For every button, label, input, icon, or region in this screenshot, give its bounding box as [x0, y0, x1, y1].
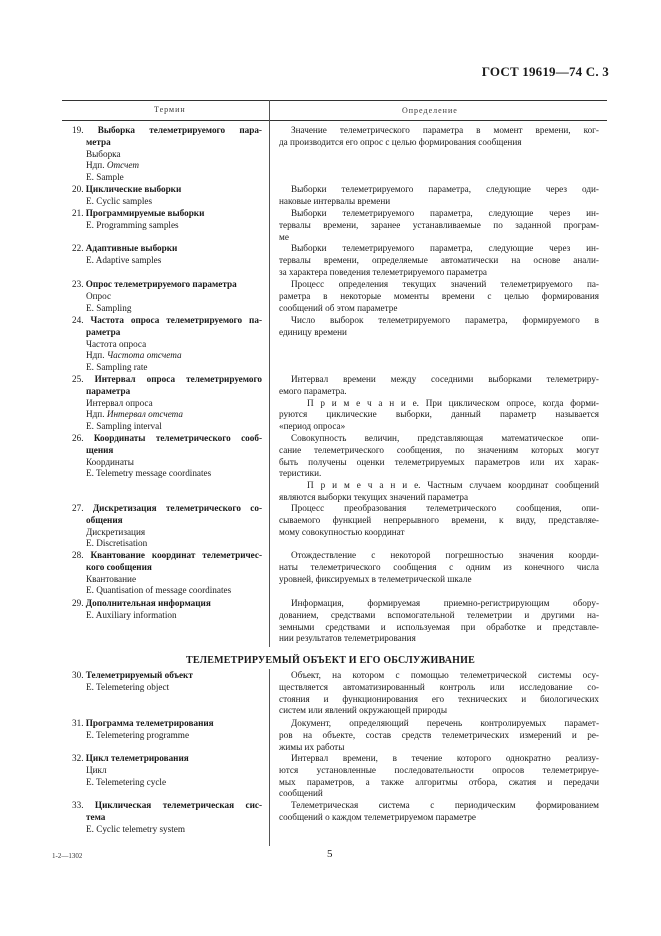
- term-name: Квантование координат телеметричес-: [90, 550, 263, 560]
- term-synonym: Дискретизация: [86, 526, 146, 537]
- term-cell: [72, 800, 266, 835]
- term-cell: [72, 374, 266, 433]
- english-equivalent: E. Cyclic telemetry system: [86, 823, 185, 834]
- definition-cell: [279, 433, 599, 504]
- definition-line: стояния и функционирования его технических и биологических: [279, 693, 599, 704]
- term-name: тема: [86, 811, 106, 822]
- definition-cell: [279, 125, 599, 149]
- term-name: Программируемые выборки: [85, 208, 205, 218]
- definition-line: Выборки телеметрируемого параметра, следующие через ин-: [291, 243, 599, 253]
- definition-cell: [279, 374, 599, 433]
- english-equivalent: E. Auxiliary information: [86, 609, 177, 620]
- term-number: 19.: [72, 125, 84, 135]
- english-equivalent: E. Telemetering cycle: [86, 776, 167, 787]
- term-synonym: Частота опроса: [86, 338, 147, 349]
- term-cell: [72, 718, 266, 742]
- definition-line: сываемого функцией непрерывного времени, к виду, представляе-: [279, 514, 599, 525]
- term-cell: [72, 753, 266, 788]
- definition-line: Интервал времени, в течение которого однократно реализу-: [291, 753, 599, 763]
- definition-line: единицу времени: [279, 326, 347, 337]
- deprecated-term: [72, 350, 266, 362]
- term-number: 31.: [72, 718, 84, 728]
- definition-line: емого параметра.: [279, 385, 347, 396]
- english-equivalent: E. Sample: [86, 172, 124, 182]
- deprecated-term-text: Интервал отсчета: [106, 409, 184, 420]
- definition-line: наковые интервалы времени: [279, 195, 391, 206]
- term-cell: [72, 243, 266, 267]
- definition-line: Совокупность величин, представляющая математическое опи-: [291, 433, 599, 443]
- term-name: Координаты телеметрического сооб-: [93, 433, 263, 443]
- term-cell: [72, 125, 266, 184]
- definition-line: ются установленные последовательности опросов телеметрируе-: [279, 764, 599, 775]
- term-synonym: Координаты: [86, 456, 134, 467]
- definition-cell: [279, 503, 599, 538]
- definition-cell: [279, 315, 599, 339]
- definition-line: нии результатов телеметрирования: [279, 633, 416, 644]
- definition-line: да производится его опрос с целью формирования сообщения: [279, 136, 522, 147]
- english-equivalent: E. Cyclic samples: [86, 195, 153, 206]
- term-name: Циклические выборки: [85, 184, 182, 194]
- term-cell: [72, 503, 266, 550]
- definition-line: Выборки телеметрируемого параметра, следующие через ин-: [291, 208, 599, 218]
- term-number: 24.: [72, 315, 84, 325]
- page-header: ГОСТ 19619—74 С. 3: [481, 64, 609, 79]
- english-equivalent: E. Sampling rate: [86, 362, 148, 372]
- english-equivalent: E. Telemetering programme: [86, 729, 190, 740]
- definition-cell: [279, 670, 599, 717]
- definition-line: сообщений об этом параметре: [279, 302, 398, 313]
- term-synonym: Квантование: [86, 573, 137, 584]
- definition-line: Интервал времени между соседними выборками телеметриру-: [291, 374, 599, 384]
- definition-line: Документ, определяющий перечень контролируемых парамет-: [291, 718, 599, 728]
- definition-line: уровней, фиксируемых в телеметрической шкале: [279, 573, 472, 584]
- term-synonym: Опрос: [86, 290, 112, 301]
- term-number: 23.: [72, 279, 84, 289]
- deprecated-prefix: Ндп.: [86, 160, 107, 171]
- english-equivalent: E. Sampling interval: [86, 421, 162, 431]
- term-name: Дискретизация телеметрического со-: [92, 503, 262, 513]
- deprecated-term-text: Отсчет: [106, 160, 140, 171]
- definition-cell: [279, 718, 599, 753]
- note-line: являются выборки текущих значений параметра: [279, 491, 469, 502]
- english-equivalent: E. Telemetering object: [86, 681, 170, 692]
- definition-line: Процесс определения текущих значений телеметрируемого па-: [291, 279, 599, 289]
- definition-line: ме: [279, 231, 289, 242]
- term-name: Дополнительная информация: [85, 598, 211, 608]
- definition-cell: [279, 800, 599, 824]
- english-equivalent: E. Sampling: [86, 302, 132, 313]
- column-definition-heading: Определение: [402, 106, 458, 115]
- definition-line: Телеметрическая система с периодическим формированием: [291, 800, 599, 810]
- section-title: ТЕЛЕМЕТРИРУЕМЫЙ ОБЪЕКТ И ЕГО ОБСЛУЖИВАНИЕ: [186, 655, 475, 666]
- definition-line: систем или явлений окружающей природы: [279, 705, 447, 716]
- term-cell: [72, 184, 266, 208]
- term-cell: [72, 670, 266, 694]
- term-cell: [72, 208, 266, 232]
- term-number: 28.: [72, 550, 84, 560]
- definition-line: за характера поведения телеметрируемого параметра: [279, 266, 487, 277]
- deprecated-prefix: Ндп.: [86, 409, 107, 420]
- definition-line: Выборки телеметрируемого параметра, следующие через оди-: [291, 184, 599, 194]
- column-header: [62, 100, 607, 121]
- definition-cell: [279, 550, 599, 585]
- column-divider: [269, 100, 270, 846]
- definition-cell: [279, 598, 599, 645]
- definition-line: мых параметров, а также алгоритмы отбора, сжатия и передачи: [279, 776, 599, 787]
- term-number: 20.: [72, 184, 84, 194]
- term-cell: [72, 315, 266, 374]
- definition-line: тервалы времени, определяемые автоматически на основе анали-: [279, 254, 599, 265]
- deprecated-prefix: Ндп.: [86, 350, 107, 361]
- definition-line: наты телеметрического сообщения с одним из конечного числа: [279, 561, 599, 572]
- definition-line: Отождествление с некоторой погрешностью значения коорди-: [291, 550, 599, 560]
- note-line: руются циклические выборки, данный параметр называется: [279, 409, 599, 420]
- term-name: Циклическая телеметрическая сис-: [94, 800, 263, 810]
- definition-line: сообщений о каждом телеметрируемом параметре: [279, 811, 476, 822]
- term-name: Опрос телеметрируемого параметра: [85, 279, 237, 289]
- definition-cell: [279, 753, 599, 800]
- term-synonym: Интервал опроса: [86, 397, 153, 408]
- definition-line: ществляется автоматизированный контроль или исследование со-: [279, 681, 599, 692]
- definition-line: Значение телеметрического параметра в момент времени, ког-: [291, 125, 599, 135]
- note-line: П р и м е ч а н и е. При циклическом опросе, когда форми-: [307, 397, 599, 408]
- definition-cell: [279, 208, 599, 243]
- deprecated-term: [72, 409, 266, 421]
- page-number: 5: [327, 848, 333, 860]
- term-name: Адаптивные выборки: [85, 243, 178, 253]
- definition-line: земными средствами и используемая при обработке и представле-: [279, 621, 599, 632]
- footer-code: 1-2—1302: [52, 852, 83, 860]
- term-name: параметра: [86, 385, 131, 396]
- english-equivalent: E. Discretisation: [86, 538, 148, 549]
- term-cell: [72, 433, 266, 480]
- definition-line: Процесс преобразования телеметрического сообщения, опи-: [291, 503, 599, 513]
- term-name: метра: [86, 136, 111, 147]
- definition-cell: [279, 184, 599, 208]
- deprecated-term: [72, 160, 266, 172]
- definition-line: Информация, формируемая приемно-регистрирующим обору-: [291, 598, 599, 608]
- english-equivalent: E. Adaptive samples: [86, 254, 162, 265]
- term-number: 30.: [72, 670, 84, 680]
- definition-line: жимы их работы: [279, 741, 345, 752]
- term-name: щения: [86, 444, 114, 455]
- definition-line: раметра в некоторые моменты времени с целью формирования: [279, 290, 599, 301]
- column-terms-heading: Термин: [154, 105, 186, 114]
- term-cell: [72, 279, 266, 314]
- note-line: П р и м е ч а н и е. Частным случаем координат сообщений: [307, 480, 599, 490]
- english-equivalent: E. Telemetry message coordinates: [86, 468, 212, 479]
- definition-line: теристики.: [279, 468, 322, 479]
- term-name: Программа телеметрирования: [85, 718, 214, 728]
- term-number: 26.: [72, 433, 84, 443]
- definition-line: Число выборок телеметрируемого параметра, формируемого в: [291, 315, 599, 325]
- term-name: раметра: [86, 326, 121, 337]
- term-name: общения: [86, 514, 123, 525]
- note-line: «период опроса»: [279, 421, 346, 431]
- term-name: Телеметрируемый объект: [85, 670, 193, 680]
- english-equivalent: E. Quantisation of message coordinates: [86, 585, 232, 596]
- definition-line: дованием, средствами вспомогательной телеметрии и другими на-: [279, 609, 599, 620]
- term-name: Цикл телеметрирования: [85, 753, 189, 763]
- english-equivalent: E. Programming samples: [86, 219, 179, 230]
- term-name: Интервал опроса телеметрируемого: [94, 374, 262, 384]
- definition-line: Объект, на котором с помощью телеметрической системы осу-: [291, 670, 599, 680]
- definition-line: сообщений: [279, 788, 323, 799]
- definition-line: тервалы времени, заранее устанавливаемые по заданной програм-: [279, 219, 599, 230]
- definition-line: сание телеметрического сообщения, по значениям которых могут: [279, 444, 599, 455]
- term-synonym: Цикл: [86, 764, 107, 775]
- term-number: 33.: [72, 800, 84, 810]
- term-number: 27.: [72, 503, 84, 513]
- term-number: 25.: [72, 374, 84, 384]
- definition-cell: [279, 279, 599, 314]
- term-name: кого сообщения: [86, 561, 152, 572]
- term-name: Частота опроса телеметрируемого па-: [90, 315, 262, 325]
- term-number: 32.: [72, 753, 84, 763]
- deprecated-term-text: Частота отсчета: [106, 350, 182, 361]
- term-synonym: Выборка: [86, 148, 121, 159]
- term-number: 21.: [72, 208, 84, 218]
- definition-cell: [279, 243, 599, 278]
- term-cell: [72, 598, 266, 622]
- definition-line: ров на объекте, состав средств телеметрических измерений и ре-: [279, 729, 599, 740]
- term-number: 22.: [72, 243, 84, 253]
- term-cell: [72, 550, 266, 597]
- term-name: Выборка телеметрируемого пара-: [97, 125, 262, 135]
- term-number: 29.: [72, 598, 84, 608]
- definition-line: быть получены оценки телеметрируемых параметров или их харак-: [279, 456, 599, 467]
- definition-line: мому совокупностью координат: [279, 526, 405, 537]
